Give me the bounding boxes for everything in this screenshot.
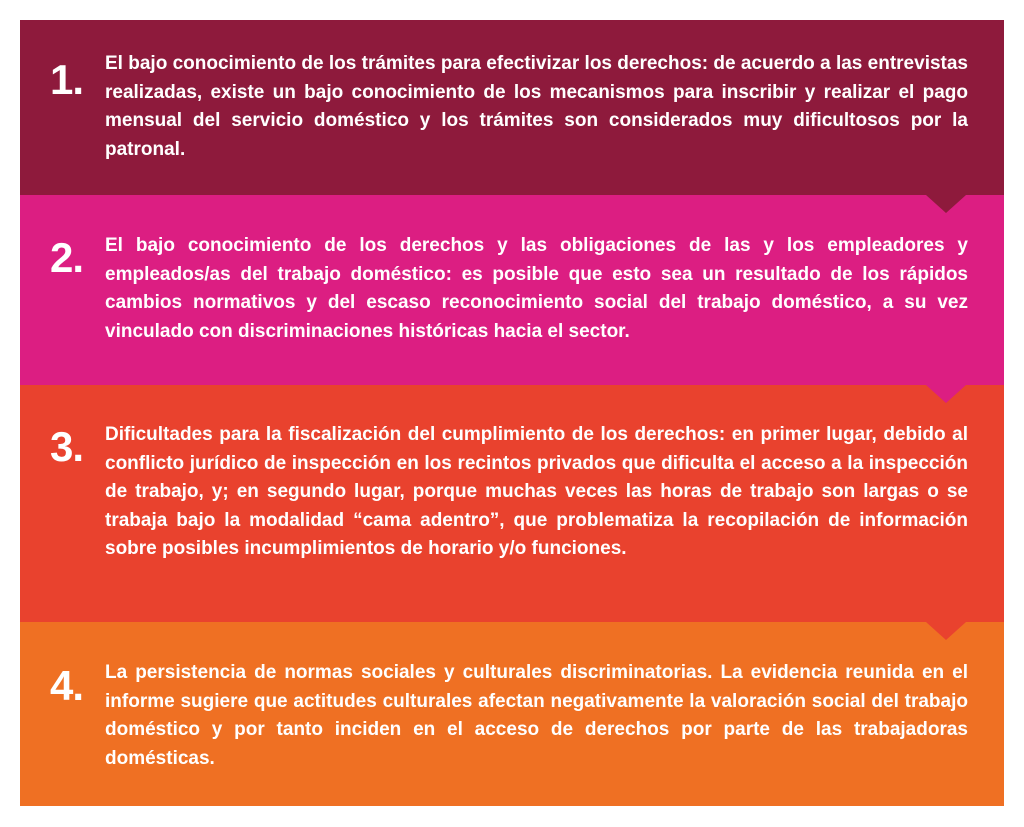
item-panel-2 xyxy=(20,195,1004,385)
item-text: El bajo conocimiento de los trámites para efectivizar los derechos: de acuerdo a las entrevistas realizadas, existe un bajo conocimiento de los mecanismos para inscribir y realizar el pago mensual del servicio doméstico y los trámites son considerados muy dificultosos por la patronal. xyxy=(105,53,968,160)
item-panel-1 xyxy=(20,20,1004,195)
arrow-down-icon xyxy=(926,195,966,213)
item-number: 1. xyxy=(50,56,84,103)
item-panel-3 xyxy=(20,385,1004,622)
arrow-down-icon xyxy=(926,385,966,403)
item-text: La persistencia de normas sociales y culturales discriminatorias. La evidencia reunida en el informe sugiere que actitudes culturales afectan negativamente la valoración social del trabajo doméstico y por tanto inciden en el acceso de derechos por parte de las trabajadoras domésticas. xyxy=(105,662,968,769)
item-text: El bajo conocimiento de los derechos y las obligaciones de las y los empleadores y empleados/as del trabajo doméstico: es posible que esto sea un resultado de los rápidos cambios normativos y del escaso reconocimiento social del trabajo doméstico, a su vez vinculado con discriminaciones históricas hacia el sector. xyxy=(105,235,968,342)
arrow-down-icon xyxy=(926,622,966,640)
item-number: 3. xyxy=(50,423,84,470)
item-panel-4 xyxy=(20,622,1004,806)
item-text: Dificultades para la fiscalización del cumplimiento de los derechos: en primer lugar, debido al conflicto jurídico de inspección en los recintos privados que dificulta el acceso a la inspección de trabajo, y; en segundo lugar, porque muchas veces las horas de trabajo son largas o se trabaja bajo la modalidad “cama adentro”, que problematiza la recopilación de información sobre posibles incumplimientos de horario y/o funciones. xyxy=(105,424,968,559)
item-number: 2. xyxy=(50,234,84,281)
item-number: 4. xyxy=(50,662,84,709)
